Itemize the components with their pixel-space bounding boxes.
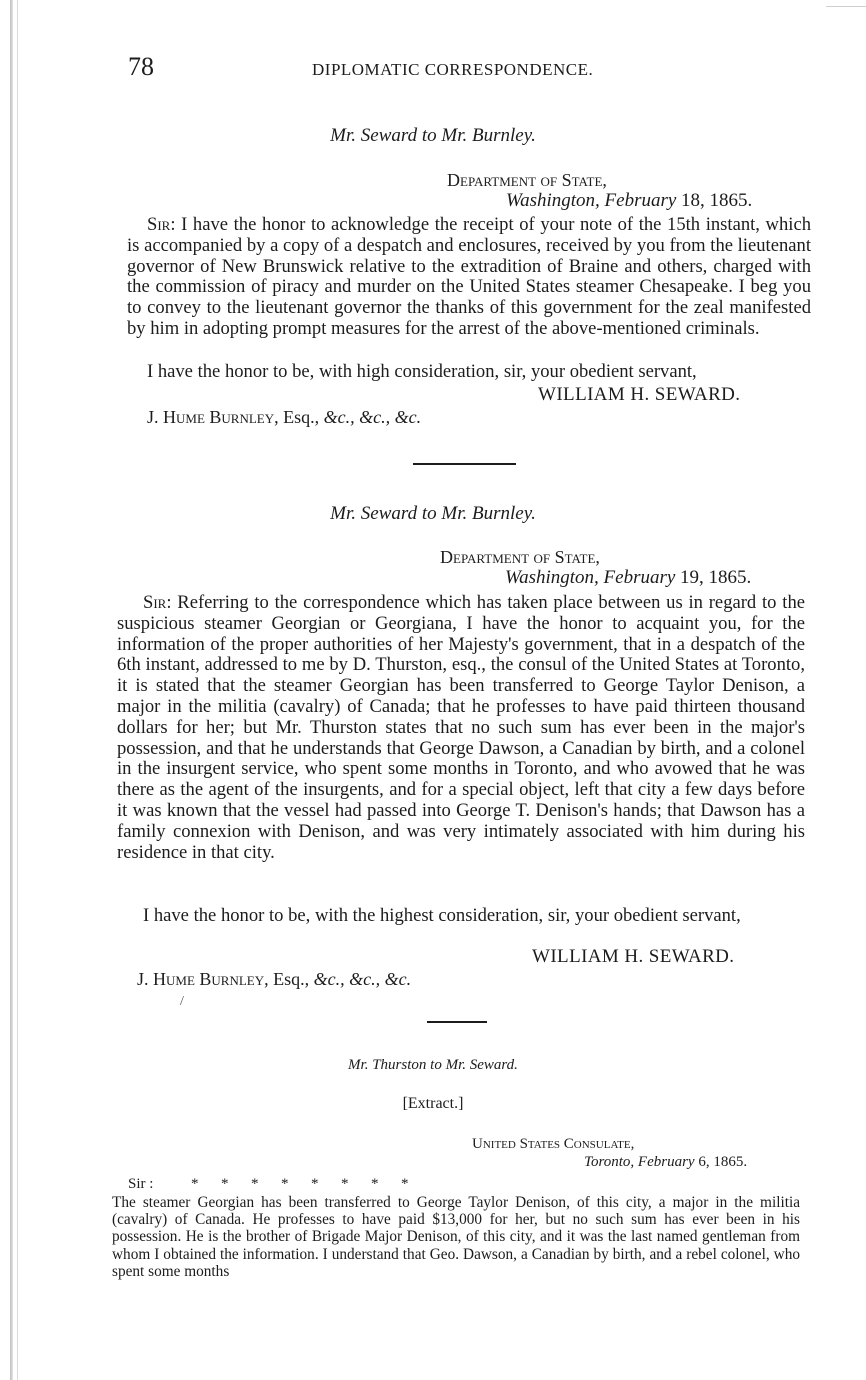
letter1-addressee: J. Hume Burnley, Esq., &c., &c., &c. bbox=[147, 407, 422, 427]
letter3-date: Toronto, February 6, 1865. bbox=[584, 1154, 748, 1170]
letter1-closing: I have the honor to be, with high consideration, sir, your obedient servant, bbox=[147, 361, 697, 382]
section-divider bbox=[413, 463, 516, 465]
letter2-body: Sir: Referring to the correspondence which has taken place between us in regard to the suspicious steamer Georgian or Georgiana, I have the honor to acquaint you, for the information of the proper authorities of her Majesty's government, that in a despatch of the 6th instant, addressed to me by D. Thurston, esq., the consul of the United States at Toronto, it is stated that the steamer Georgian has been transferred to George Taylor Denison, a major in the militia (cavalry) of Canada; that he professes to have paid thirteen thousand dollars for her; but Mr. Thurston states that no such sum has ever been in the major's possession, and that he understands that George Dawson, a Canadian by birth, and a colonel in the insurgent service, who spent some months in Toronto, and who avowed that he was there as the agent of the insurgents, and for a special object, left that city a few days before it was known that the vessel had passed into George T. Denison's hands; that Dawson has a family connexion with Denison, and was very intimately associated with him during his residence in that city. bbox=[117, 592, 805, 863]
letter1-body: Sir: I have the honor to acknowledge the receipt of your note of the 15th instant, which is accompanied by a copy of a despatch and enclosures, received by you from the lieutenant governor of New Brunswick relative to the extradition of Braine and others, charged with the commission of piracy and murder on the United States steamer Chesapeake. I beg you to convey to the lieutenant governor the thanks of this government for the zeal manifested by him in adopting prompt measures for the arrest of the above-mentioned criminals. bbox=[127, 214, 811, 339]
stray-mark: / bbox=[180, 994, 184, 1009]
letter1-date: Washington, February 18, 1865. bbox=[506, 190, 753, 211]
binding-edge-line bbox=[17, 0, 18, 1380]
letter2-date: Washington, February 19, 1865. bbox=[505, 567, 752, 588]
page-number: 78 bbox=[128, 52, 154, 81]
scan-mark bbox=[826, 6, 866, 7]
letter1-heading: Mr. Seward to Mr. Burnley. bbox=[330, 125, 536, 146]
letter2-addressee: J. Hume Burnley, Esq., &c., &c., &c. bbox=[137, 969, 412, 989]
letter1-signature: WILLIAM H. SEWARD. bbox=[538, 384, 741, 405]
ellipsis-stars: * * * * * * * * bbox=[190, 1176, 409, 1192]
letter3-body: The steamer Georgian has been transferred to George Taylor Denison, of this city, a major in the militia (cavalry) of Canada. He professes to have paid $13,000 for her, but no such sum has ever been in his possession. He is the brother of Brigade Major Denison, of this city, and it was the last named gentleman from whom I obtained the information. I understand that Geo. Dawson, a Canadian by birth, and a rebel colonel, who spent some months bbox=[112, 1194, 800, 1280]
letter2-heading: Mr. Seward to Mr. Burnley. bbox=[330, 503, 536, 524]
letter1-salutation: Sir bbox=[147, 214, 171, 235]
letter2-salutation: Sir bbox=[143, 592, 167, 613]
letter3-heading: Mr. Thurston to Mr. Seward. bbox=[348, 1057, 518, 1073]
letter3-consulate: United States Consulate, bbox=[472, 1136, 635, 1152]
letter2-closing: I have the honor to be, with the highest consideration, sir, your obedient servant, bbox=[143, 905, 741, 926]
letter3-salutation: Sir : * * * * * * * * bbox=[128, 1176, 409, 1192]
letter2-department: Department of State, bbox=[440, 547, 600, 567]
letter2-signature: WILLIAM H. SEWARD. bbox=[532, 946, 735, 967]
binding-edge bbox=[10, 0, 13, 1380]
running-title: DIPLOMATIC CORRESPONDENCE. bbox=[312, 60, 594, 79]
section-divider bbox=[427, 1021, 487, 1023]
extract-label: [Extract.] bbox=[402, 1095, 464, 1112]
letter1-department: Department of State, bbox=[447, 170, 607, 190]
